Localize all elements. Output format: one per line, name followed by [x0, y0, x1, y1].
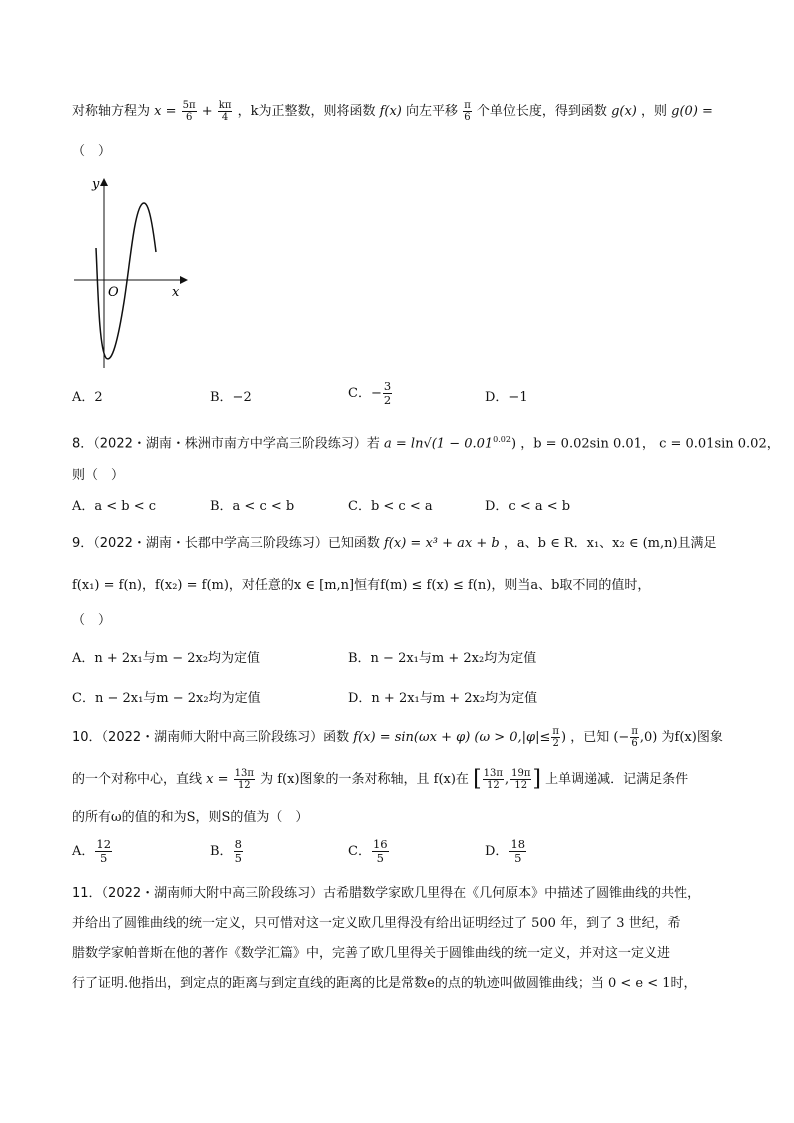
- q11-line4: 行了证明.他指出，到定点的距离与到定直线的距离的比是常数e的点的轨迹叫做圆锥曲线；当 0 < e < 1时，: [72, 976, 697, 991]
- q7-plus: +: [201, 104, 213, 119]
- q10-line2-mid: 为 f(x)图象的一条对称轴，且 f(x)在: [260, 772, 469, 787]
- q7-option-c-prefix: C．−: [348, 386, 382, 401]
- q10-source: 10．（2022・湖南师大附中高三阶段练习）函数: [72, 730, 350, 745]
- q7-frac3-num: π: [464, 100, 471, 111]
- q10-option-d-den: 5: [514, 851, 522, 865]
- q10-cond-den: 2: [552, 738, 559, 749]
- q10-line2-pre: 的一个对称中心，直线: [72, 772, 203, 787]
- q8-a-close: ): [510, 436, 517, 452]
- q7-gx: g(x): [611, 104, 637, 119]
- q10-center-num: π: [631, 726, 638, 737]
- q8-option-c[interactable]: C．b < c < a: [348, 499, 433, 514]
- q10-option-c[interactable]: [348, 838, 390, 865]
- q11-line1: 11．（2022・湖南师大附中高三阶段练习）古希腊数学家欧几里得在《几何原本》中描述了圆锥曲线的共性，: [72, 886, 701, 901]
- q10-int-r-den: 12: [514, 780, 528, 791]
- q8-c-expr: c = 0.01sin 0.02，: [659, 436, 780, 452]
- q9-stem-line1: [72, 534, 717, 554]
- q8-source: 8．（2022・湖南・株洲市南方中学高三阶段练习）若: [72, 436, 380, 452]
- q9-option-a[interactable]: A．n + 2x₁与m − 2x₂均为定值: [72, 651, 261, 666]
- q7-text-end2: ，则: [641, 104, 668, 119]
- q10-center-pre: (−: [613, 730, 630, 745]
- q7-frac-kpi-4: [218, 100, 233, 123]
- q7-option-c-den: 2: [383, 393, 392, 407]
- q10-option-c-num: 16: [372, 837, 388, 851]
- q7-option-c[interactable]: [348, 380, 393, 407]
- q7-option-c-frac: [383, 380, 392, 407]
- q10-int-l-den: 12: [486, 780, 500, 791]
- y-axis-arrow: [100, 178, 108, 186]
- q10-option-a-frac: [95, 838, 112, 865]
- q11-line3: 腊数学家帕普斯在他的著作《数学汇篇》中，完善了欧几里得关于圆锥曲线的统一定义，并对这一定义进: [72, 946, 671, 961]
- q10-interval-right: [510, 768, 531, 791]
- q7-text-mid: ，k为正整数，则将函数: [237, 104, 376, 119]
- q10-axis-x: x =: [206, 772, 229, 787]
- q10-option-d-pre: D．: [485, 844, 509, 859]
- q7-frac-pi-6: [463, 100, 472, 123]
- q8-stem-line1: [72, 430, 780, 454]
- q7-x-eq: x =: [154, 104, 177, 119]
- q10-center-den: 6: [631, 738, 638, 749]
- sine-curve: [96, 203, 156, 359]
- q7-text-end: 个单位长度，得到函数: [476, 104, 607, 119]
- q10-axis-frac: [234, 768, 255, 791]
- q10-cond-num: π: [552, 726, 559, 737]
- q7-frac3-den: 6: [464, 112, 471, 123]
- q7-frac1-num: 5π: [182, 100, 196, 111]
- q10-stem-line3: 的所有ω的值的和为S，则S的值为（ ）: [72, 810, 309, 825]
- q7-option-b[interactable]: B．−2: [210, 390, 252, 405]
- q10-option-a-den: 5: [100, 851, 108, 865]
- q10-int-r-num: 19π: [511, 768, 531, 779]
- q10-stem-line2: 的一个对称中心，直线 x = $\frac{13\pi}{12}$ 为 f(x)图象的一条对称轴，且 f(x)在 [ $\frac{13\pi}{12}$ , $\frac{19\pi}{12}$ ] 上单调递减．记满足条件: [72, 766, 689, 792]
- q10-option-c-pre: C．: [348, 844, 371, 859]
- x-axis-label: x: [172, 285, 180, 300]
- q10-option-a-pre: A．: [72, 844, 95, 859]
- q10-option-d-frac: [509, 838, 526, 865]
- q7-paren: （ ）: [72, 144, 112, 159]
- q7-frac2-den: 4: [221, 112, 229, 123]
- q10-option-d-num: 18: [510, 837, 526, 851]
- q10-option-b[interactable]: [210, 838, 244, 865]
- q10-known: ，已知: [570, 730, 610, 745]
- q10-option-c-frac: [372, 838, 389, 865]
- q7-text: 对称轴方程为: [72, 104, 151, 119]
- q10-interval-open: [: [473, 766, 482, 792]
- q7-g0: g(0) =: [671, 104, 713, 119]
- q10-center-close: ,0): [639, 730, 658, 745]
- q9-fx-expr: f(x) = x³ + ax + b: [384, 536, 500, 551]
- q7-frac1-den: 6: [185, 112, 193, 123]
- q8-a-expr: a = ln√(1 − 0.01: [384, 436, 494, 452]
- q10-stem-line1: [72, 726, 723, 749]
- y-axis-label: y: [92, 177, 100, 192]
- q9-mid: ，a、b ∈ R．x₁、x₂ ∈ (m,n)且满足: [503, 536, 717, 551]
- q10-option-b-frac: [234, 838, 243, 865]
- q10-cond-close: ): [560, 730, 567, 745]
- q9-paren: （ ）: [72, 613, 112, 628]
- q7-frac-5pi-6: [182, 100, 197, 123]
- q9-source: 9．（2022・湖南・长郡中学高三阶段练习）已知函数: [72, 536, 380, 551]
- q9-option-c[interactable]: C．n − 2x₁与m − 2x₂均为定值: [72, 691, 261, 706]
- q7-sine-graph: [68, 172, 198, 372]
- q10-axis-num: 13π: [234, 768, 254, 779]
- q10-line1-end: 为f(x)图象: [661, 730, 723, 745]
- q10-interval-left: [483, 768, 504, 791]
- q10-cond-frac: [551, 726, 560, 749]
- origin-label: O: [108, 285, 119, 300]
- q8-option-d[interactable]: D．c < a < b: [485, 499, 571, 514]
- q7-text-mid2: 向左平移: [406, 104, 459, 119]
- q8-a-exp: 0.02: [493, 435, 511, 444]
- q8-option-b[interactable]: B．a < c < b: [210, 499, 295, 514]
- q10-option-b-den: 5: [234, 851, 242, 865]
- q8-option-a[interactable]: A．a < b < c: [72, 499, 157, 514]
- q10-option-b-num: 8: [234, 837, 242, 851]
- q7-option-a[interactable]: A．2: [72, 390, 103, 405]
- q10-interval-close: ]: [532, 766, 541, 792]
- q7-frac2-num: kπ: [218, 100, 232, 111]
- q10-axis-den: 12: [237, 780, 251, 791]
- q10-cond-pre: (ω > 0,|φ|≤: [474, 730, 551, 745]
- q10-int-l-num: 13π: [483, 768, 503, 779]
- q7-option-d[interactable]: D．−1: [485, 390, 528, 405]
- q9-stem-line2: f(x₁) = f(n)，f(x₂) = f(m)，对任意的x ∈ [m,n]恒有f(m) ≤ f(x) ≤ f(n)，则当a、b取不同的值时，: [72, 578, 651, 593]
- q10-option-a-num: 12: [96, 837, 112, 851]
- q10-option-c-den: 5: [376, 851, 384, 865]
- q8-b-expr: ，b = 0.02sin 0.01，: [520, 436, 655, 452]
- q7-fx: f(x): [379, 104, 402, 119]
- q7-option-c-num: 3: [383, 379, 392, 393]
- q9-option-d[interactable]: D．n + 2x₁与m + 2x₂均为定值: [348, 691, 538, 706]
- x-axis-arrow: [180, 276, 188, 284]
- q11-line2: 并给出了圆锥曲线的统一定义，只可惜对这一定义欧几里得没有给出证明经过了 500 年，到了 3 世纪，希: [72, 916, 681, 931]
- q10-fx-expr: f(x) = sin(ωx + φ): [353, 730, 471, 745]
- q10-line2-end: 上单调递减．记满足条件: [545, 772, 689, 787]
- q10-option-a[interactable]: [72, 838, 113, 865]
- q9-option-b[interactable]: B．n − 2x₁与m + 2x₂均为定值: [348, 651, 537, 666]
- q10-center-frac: [630, 726, 639, 749]
- q10-option-b-pre: B．: [210, 844, 233, 859]
- q10-option-d[interactable]: [485, 838, 527, 865]
- q8-tail: 则（ ）: [72, 468, 125, 483]
- q7-stem-line1: [72, 100, 713, 123]
